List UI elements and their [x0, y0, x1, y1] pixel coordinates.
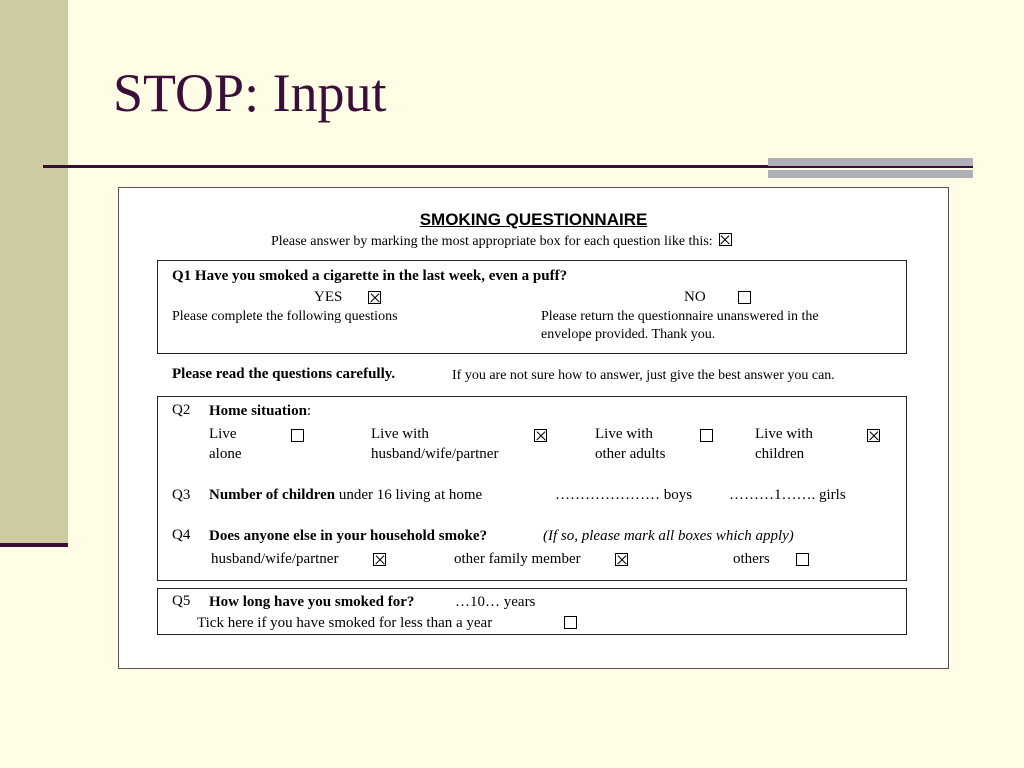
- instructions-text: If you are not sure how to answer, just give the best answer you can.: [452, 368, 835, 383]
- example-checked-box: [719, 233, 732, 246]
- q2-option-adults-line1: Live with: [595, 426, 653, 442]
- q5-tick-label: Tick here if you have smoked for less than a year: [197, 615, 493, 631]
- q2-option-partner-line2: husband/wife/partner: [371, 446, 499, 462]
- questionnaire-intro: [271, 233, 732, 250]
- q2-question: [209, 403, 311, 420]
- q2-option-partner-line1: Live with: [371, 426, 429, 442]
- q4-partner-checkbox[interactable]: [373, 553, 386, 566]
- q5-question: How long have you smoked for?: [209, 594, 415, 610]
- q2-partner-checkbox[interactable]: [534, 429, 547, 442]
- q1-yes-label: YES: [314, 289, 343, 305]
- q1-yes-checkbox[interactable]: [368, 291, 381, 304]
- q4-hint: (If so, please mark all boxes which apply): [543, 528, 794, 544]
- q2-option-children-line1: Live with: [755, 426, 813, 442]
- q4-option-partner: husband/wife/partner: [211, 551, 339, 567]
- q5-answer[interactable]: …10… years: [455, 594, 536, 610]
- q5-section: [157, 588, 907, 635]
- q1-no-note-line1: Please return the questionnaire unanswered in the: [541, 309, 819, 324]
- q3-question: [209, 487, 482, 504]
- q2-option-alone-line2: alone: [209, 446, 242, 462]
- side-decoration-strip: [0, 0, 68, 546]
- questionnaire-document: [118, 187, 949, 669]
- q2-alone-checkbox[interactable]: [291, 429, 304, 442]
- q4-option-family: other family member: [454, 551, 581, 567]
- q4-others-checkbox[interactable]: [796, 553, 809, 566]
- q1-question: Q1 Have you smoked a cigarette in the last week, even a puff?: [172, 268, 568, 284]
- q5-number: Q5: [172, 593, 191, 609]
- q2-option-children-line2: children: [755, 446, 805, 462]
- q3-label: Number of children: [209, 487, 336, 503]
- q4-option-others: others: [733, 551, 770, 567]
- slide-title: STOP: Input: [113, 63, 387, 123]
- q2-adults-checkbox[interactable]: [700, 429, 713, 442]
- q2-colon: :: [306, 403, 312, 419]
- q2-q4-section: [157, 396, 907, 581]
- q2-label: Home situation: [209, 403, 307, 419]
- intro-text: Please answer by marking the most appropriate box for each question like this:: [271, 234, 713, 249]
- q1-no-label: NO: [684, 289, 706, 305]
- title-accent-bars: [768, 158, 973, 178]
- q3-rest: under 16 living at home: [338, 487, 483, 503]
- q4-family-checkbox[interactable]: [615, 553, 628, 566]
- q4-number: Q4: [172, 527, 191, 543]
- q1-section: [157, 260, 907, 354]
- q2-children-checkbox[interactable]: [867, 429, 880, 442]
- q3-number: Q3: [172, 487, 191, 503]
- q2-option-adults-line2: other adults: [595, 446, 666, 462]
- q4-question: Does anyone else in your household smoke?: [209, 528, 488, 544]
- q3-boys-field[interactable]: ………………… boys: [555, 487, 693, 503]
- q1-no-note-line2: envelope provided. Thank you.: [541, 327, 716, 342]
- questionnaire-heading: SMOKING QUESTIONNAIRE: [419, 210, 648, 229]
- q2-number: Q2: [172, 402, 191, 418]
- side-decoration-underline: [0, 543, 68, 547]
- q5-less-than-year-checkbox[interactable]: [564, 616, 577, 629]
- q2-option-alone-line1: Live: [209, 426, 237, 442]
- q1-no-checkbox[interactable]: [738, 291, 751, 304]
- q3-girls-field[interactable]: ………1……. girls: [729, 487, 846, 503]
- q1-yes-note: Please complete the following questions: [172, 309, 398, 324]
- instructions-bold: Please read the questions carefully.: [172, 366, 396, 382]
